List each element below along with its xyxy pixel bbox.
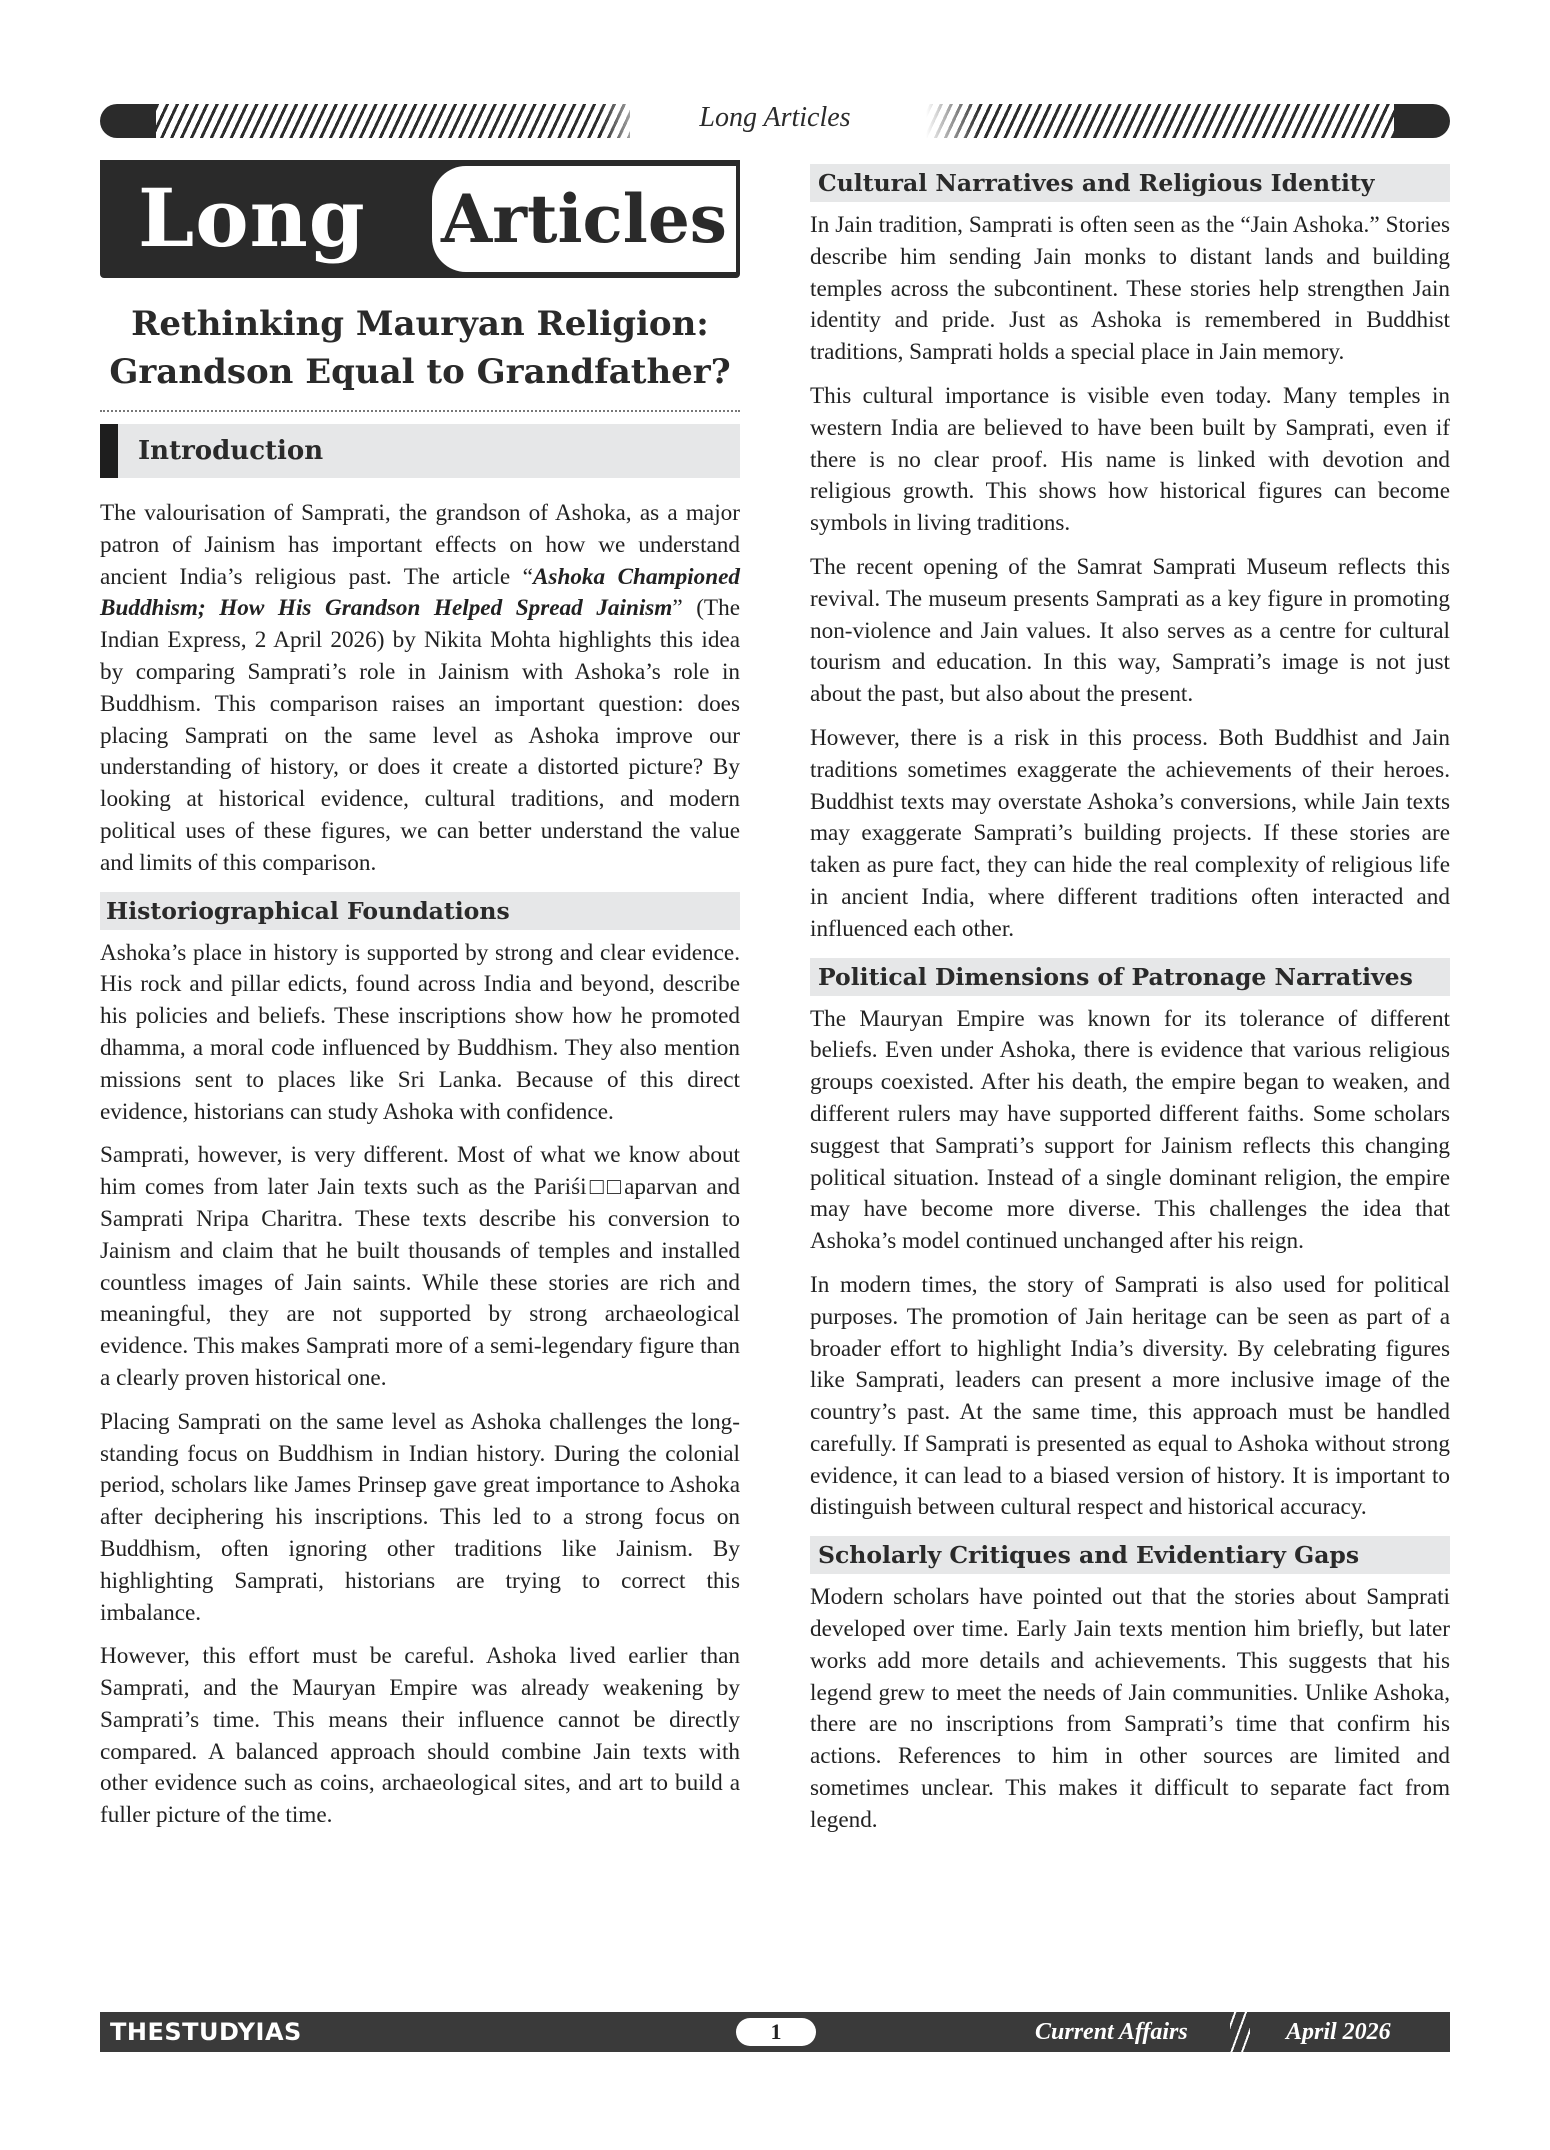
paragraph: Modern scholars have pointed out that the stories about Samprati developed over time. Early Jain texts mention him briefly, but later works add more details and achievements. This suggests that his legend grew to meet the needs of Jain communities. Unlike Ashoka, there are no inscriptions from Samprati’s time that confirm his actions. References to him in other sources are limited and sometimes unclear. This makes it difficult to separate fact from legend. xyxy=(810,1584,1450,1833)
footer-separator xyxy=(1230,2012,1250,2052)
right-column xyxy=(810,160,1450,1849)
section-banner xyxy=(100,160,740,278)
section-heading-scholarly: Scholarly Critiques and Evidentiary Gaps xyxy=(810,1536,1450,1574)
paragraph: Ashoka’s place in history is supported by strong and clear evidence. His rock and pillar edicts, found across India and beyond, describe his policies and beliefs. These inscriptions show how he promoted dhamma, a moral code influenced by Buddhism. They also mention missions sent to places like Sri Lanka. Because of this direct evidence, historians can study Ashoka with confidence. xyxy=(100,939,740,1125)
paragraph: Placing Samprati on the same level as Ashoka challenges the long-standing focus on Buddhism in Indian history. During the colonial period, scholars like James Prinsep gave great importance to Ashoka after deciphering his inscriptions. This led to a strong focus on Buddhism, often ignoring other traditions like Jainism. By highlighting Samprati, historians are trying to correct this imbalance. xyxy=(100,1408,740,1626)
paragraph: Samprati, however, is very different. Most of what we know about him comes from later Jain texts such as the Pariśi□□aparvan and Samprati Nripa Charitra. These texts describe his conversion to Jainism and claim that he built thousands of temples and installed countless images of Jain saints. While these stories are rich and meaningful, they are not supported by strong archaeological evidence. This makes Samprati more of a semi-legendary figure than a clearly proven historical one. xyxy=(100,1142,740,1391)
footer-date: April 2026 xyxy=(1286,2019,1391,2045)
paragraph: In Jain tradition, Samprati is often seen as the “Jain Ashoka.” Stories describe him sending Jain monks to distant lands and building temples across the subcontinent. These stories help strengthen Jain identity and pride. Just as Ashoka is remembered in Buddhist traditions, Samprati holds a special place in Jain memory. xyxy=(810,212,1450,366)
paragraph: The Mauryan Empire was known for its tolerance of different beliefs. Even under Ashoka, there is evidence that various religious groups coexisted. After his death, the empire began to weaken, and different rulers may have supported different faiths. Some scholars suggest that Samprati’s support for Jainism reflects this changing political situation. Instead of a single dominant religion, the empire may have become more diverse. This challenges the idea that Ashoka’s model continued unchanged after his reign. xyxy=(810,1005,1450,1255)
heading-marker xyxy=(100,424,118,478)
banner-articles-box xyxy=(432,166,736,272)
running-head-title: Long Articles xyxy=(699,102,851,133)
paragraph: However, this effort must be careful. Ashoka lived earlier than Samprati, and the Mauryan Empire was already weakening by Samprati’s time. This means their influence cannot be directly compared. A balanced approach should combine Jain texts with other evidence such as coins, archaeological sites, and art to build a fuller picture of the time. xyxy=(100,1643,740,1829)
footer-section: Current Affairs xyxy=(1035,2019,1188,2045)
banner-word-long: Long xyxy=(138,171,366,265)
section-heading-historiographical: Historiographical Foundations xyxy=(100,892,740,930)
paragraph: The recent opening of the Samrat Samprati Museum reflects this revival. The museum presents Samprati as a key figure in promoting non-violence and Jain values. It also serves as a centre for cultural tourism and education. In this way, Samprati’s image is not just about the past, but also about the present. xyxy=(810,553,1450,708)
page-number: 1 xyxy=(736,2018,816,2046)
section-heading-introduction: Introduction xyxy=(100,424,740,478)
article-title-line2: Grandson Equal to Grandfather? xyxy=(109,352,731,392)
banner-word-articles: Articles xyxy=(441,180,727,258)
section-heading-political: Political Dimensions of Patronage Narratives xyxy=(810,958,1450,996)
cited-article-title: Ashoka Championed Buddhism; How His Grandson Helped Spread Jainism xyxy=(100,563,740,622)
left-column xyxy=(100,160,740,1844)
article-title-line1: Rethinking Mauryan Religion: xyxy=(131,304,709,344)
running-header xyxy=(100,100,1450,140)
title-divider xyxy=(100,410,740,412)
paragraph: In modern times, the story of Samprati is also used for political purposes. The promotion of Jain heritage can be seen as part of a broader effort to highlight India’s diversity. By celebrating figures like Samprati, leaders can present a more inclusive image of the country’s past. At the same time, this approach must be handled carefully. If Samprati is presented as equal to Ashoka without strong evidence, it can lead to a biased version of history. It is important to distinguish between cultural respect and historical accuracy. xyxy=(810,1271,1450,1521)
paragraph: However, there is a risk in this process. Both Buddhist and Jain traditions sometimes exaggerate the achievements of their heroes. Buddhist texts may overstate Ashoka’s conversions, while Jain texts may exaggerate Samprati’s building projects. If these stories are taken as pure fact, they can hide the real complexity of religious life in ancient India, where different traditions often interacted and influenced each other. xyxy=(810,724,1450,942)
paragraph: This cultural importance is visible even today. Many temples in western India are believed to have been built by Samprati, even if there is no clear proof. His name is linked with devotion and religious growth. This shows how historical figures can become symbols in living traditions. xyxy=(810,382,1450,537)
section-heading-cultural: Cultural Narratives and Religious Identity xyxy=(810,164,1450,202)
intro-paragraph: The valourisation of Samprati, the grandson of Ashoka, as a major patron of Jainism has important effects on how we understand ancient India’s religious past. The article “Ashoka Championed Buddhism; How His Grandson Helped Spread Jainism” (The Indian Express, 2 April 2026) by Nikita Mohta highlights this idea by comparing Samprati’s role in Jainism with Ashoka’s role in Buddhism. This comparison raises an important question: does placing Samprati on the same level as Ashoka improve our understanding of history, or does it create a distorted picture? By looking at historical evidence, cultural traditions, and modern political uses of these figures, we can better understand the value and limits of this comparison. xyxy=(100,500,740,876)
page-footer xyxy=(100,2012,1450,2052)
footer-brand: THESTUDYIAS xyxy=(110,2018,302,2046)
article-title xyxy=(100,300,740,396)
